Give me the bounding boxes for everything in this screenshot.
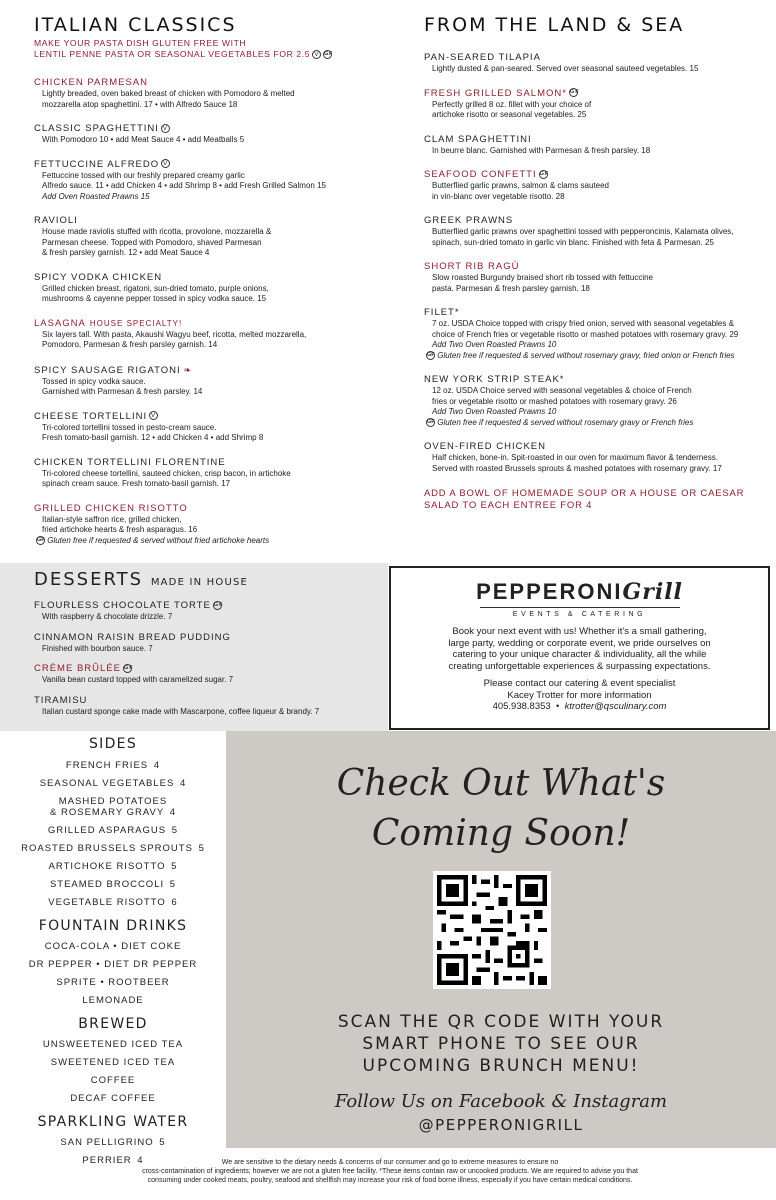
item-desc: in vin-blanc over vegetable risotto. 28 [432,191,565,201]
scan-line: SCAN THE QR CODE WITH YOUR [337,1012,665,1032]
item-name: SHORT RIB RAGÙ [424,261,520,272]
item-name-text: CHEESE TORTELLINI [34,410,148,422]
disclaimer-line: cross-contamination of ingredients; however we are not a gluten free facility. *These items contain raw or uncooked products. We are required to advise you that [142,1168,638,1175]
vegetarian-icon: V [312,50,321,59]
coming-soon-line2: Coming Soon! [371,813,631,854]
item-name: PAN-SEARED TILAPIA [424,52,541,63]
vegetarian-icon: V [162,124,169,132]
menu-item [34,663,384,686]
item-name-text: FRESH GRILLED SALMON* [424,87,567,99]
catering-text [391,626,768,672]
side-price: 4 [179,777,187,789]
item-name: NEW YORK STRIP STEAK* [424,374,565,385]
item-desc: Parmesan cheese. Topped with Pomodoro, shaved Parmesan [42,237,262,247]
desserts-subtitle: MADE IN HOUSE [150,577,249,588]
item-desc: Tossed in spicy vodka sauce. [42,376,146,386]
item-desc: With raspberry & chocolate drizzle. 7 [42,612,173,621]
logo-divider [480,607,680,608]
menu-item [34,123,394,146]
drink-item: SPRITE • ROOTBEER [56,977,170,988]
side-name: MASHED POTATOES [58,795,168,807]
side-item [0,879,226,891]
contact-line: Please contact our catering & event specialist [483,678,676,689]
side-item [0,778,226,790]
item-desc: 12 oz. USDA Choice served with seasonal vegetables & choice of French [432,386,692,395]
item-desc: Grilled chicken breast, rigatoni, sun-dried tomato, purple onions, [42,283,269,293]
sides-drinks-section [0,731,226,1167]
contact-line: Kacey Trotter for more information [507,689,652,701]
disclaimer-line: consuming under cooked meats, poultry, seafood and shellfish may increase your risk of food borne illness, especially if you have certain medical conditions. [147,1177,633,1184]
drink-item: UNSWEETENED ICED TEA [42,1039,184,1050]
item-desc: Tri-colored tortellini tossed in pesto-cream sauce. [42,422,217,432]
item-name: OVEN-FIRED CHICKEN [424,441,546,452]
side-price: 5 [171,861,178,872]
menu-item [34,364,394,398]
side-name: VEGETABLE RISOTTO [48,897,166,908]
scan-line: UPCOMING BRUNCH MENU! [362,1056,640,1076]
italian-classics-section [34,14,394,546]
menu-item [424,88,769,121]
side-item [0,796,226,819]
gluten-free-icon: GF [123,664,134,671]
menu-item [34,159,394,203]
drink-item: SWEETENED ICED TEA [50,1057,176,1068]
gluten-free-note [34,38,394,59]
item-name-text: CLASSIC SPAGHETTINI [34,123,159,134]
item-name [34,600,384,612]
social-handle[interactable]: @PEPPERONIGRILL [418,1116,584,1134]
item-name [34,123,394,135]
item-desc: Tri-colored cheese tortellini, sauteed chicken, crisp bacon, in artichoke [42,468,291,478]
side-price: 5 [169,879,177,890]
item-desc: Slow roasted Burgundy braised short rib tossed with fettuccine [432,273,654,282]
item-name: CINNAMON RAISIN BREAD PUDDING [34,631,231,643]
menu-item [34,272,394,305]
item-name [34,318,394,330]
sparkling-water-title: SPARKLING WATER [37,1113,189,1130]
item-desc: Vanilla bean custard topped with caramelized sugar. 7 [42,675,234,684]
drink-price: 5 [159,1137,166,1148]
item-desc: Pomodoro, Parmesan & fresh parsley garnish. 14 [42,340,218,349]
side-name: GRILLED ASPARAGUS [47,825,167,836]
drink-name: SAN PELLIGRINO [60,1137,154,1148]
item-name: CHICKEN TORTELLINI FLORENTINE [34,456,226,468]
item-name [34,364,394,377]
catering-box [389,566,770,730]
item-desc: Alfredo sauce. 11 • add Chicken 4 • add Shrimp 8 • add Fresh Grilled Salmon 15 [42,181,326,190]
item-desc: Fresh tomato-basil garnish. 12 • add Chicken 4 • add Shrimp 8 [42,433,264,442]
side-item [0,861,226,873]
item-name: CLAM SPAGHETTINI [424,133,532,145]
item-name: TIRAMISU [34,694,88,706]
menu-item [34,503,394,547]
disclaimer-line: We are sensitive to the dietary needs & concerns of our consumer and go to extreme measures to ensure no [221,1159,559,1166]
coming-soon-panel [226,731,776,1148]
desserts-title [34,569,384,590]
side-name: ROASTED BRUSSELS SPROUTS [21,843,193,854]
side-name: ARTICHOKE RISOTTO [48,861,166,872]
menu-item [34,411,394,444]
side-price: 4 [169,807,176,818]
side-name: FRENCH FRIES [65,759,149,771]
drink-name: PERRIER [82,1155,132,1166]
coming-soon-line1: Check Out What's [336,763,666,804]
menu-item [424,441,769,474]
gluten-free-icon: GF [213,601,224,608]
qr-code[interactable] [433,871,551,989]
desserts-section [0,563,388,731]
item-name [424,88,769,100]
italian-classics-title: ITALIAN CLASSICS [34,14,237,36]
item-desc: mushrooms & cayenne pepper tossed in spicy vodka sauce. 15 [42,294,267,303]
catering-line: Book your next event with us! Whether it's a small gathering, [452,626,707,637]
item-desc: Served with roasted Brussels sprouts & mashed potatoes with rosemary gravy. 17 [432,463,722,473]
item-desc: Garnished with Parmesan & fresh parsley. 14 [42,387,203,396]
catering-line: creating unforgettable experiences & surpassing expectations. [448,660,711,672]
item-desc: fries or vegetable risotto or mashed potatoes with rosemary gravy. 26 [432,396,677,406]
brewed-title: BREWED [78,1015,148,1032]
menu-item [34,695,384,718]
catering-contact: Please contact our catering & event specialist Kacey Trotter for more information 405.938.8353 • ktrotter@qsculinary.com [391,678,768,713]
item-desc: Fettuccine tossed with our freshly prepared creamy garlic [42,170,245,180]
item-desc: Italian-style saffron rice, grilled chicken, [42,514,182,524]
item-desc: pasta. Parmesan & fresh parsley garnish. 18 [432,283,590,293]
gluten-free-icon: GF [37,536,45,543]
item-name [34,411,394,423]
item-name: CHICKEN PARMESAN [34,77,149,88]
gluten-free-note: Gluten free if requested & served without fried artichoke hearts [47,535,270,545]
item-desc: Perfectly grilled 8 oz. fillet with your choice of [432,99,592,109]
gluten-free-note-line1: MAKE YOUR PASTA DISH GLUTEN FREE WITH [34,38,247,48]
item-name: RAVIOLI [34,215,78,226]
item-desc: choice of French fries or vegetable risotto or mashed potatoes with rosemary gravy. 29 [432,329,739,339]
menu-item [424,307,769,361]
side-price: 6 [171,897,178,908]
item-desc: House made raviolis stuffed with ricotta, provolone, mozzarella & [42,227,272,236]
item-desc: Six layers tall. With pasta, Akaushi Wagyu beef, ricotta, melted mozzarella, [42,329,307,339]
catering-phone[interactable]: 405.938.8353 [492,701,551,712]
item-name [34,159,394,171]
item-desc: spinach cream sauce. Fresh tomato-basil garnish. 17 [42,479,231,488]
pepper-icon: ❧ [183,364,193,375]
item-desc: Lightly dusted & pan-seared. Served over seasonal sauteed vegetables. 15 [432,64,699,73]
gluten-free-icon: GF [539,170,550,177]
pepperoni-grill-logo [391,580,768,604]
menu-item [34,215,394,259]
catering-email[interactable]: ktrotter@qsculinary.com [564,701,667,712]
item-addon: Add Oven Roasted Prawns 15 [42,191,150,201]
gluten-free-icon: GF [324,50,333,57]
item-desc: mozzarella atop spaghettini. 17 • with Alfredo Sauce 18 [42,99,238,109]
item-desc: spinach, sun-dried tomato in garlic vin blanc. Finished with feta & Parmesan. 25 [432,237,714,247]
menu-item [34,318,394,351]
item-desc: Butterflied garlic prawns over spaghettini tossed with pepperoncinis, Kalamata olives, [432,227,734,236]
item-name-text: LASAGNA [34,317,86,329]
gluten-free-note: Gluten free if requested & served without rosemary gravy or French fries [437,417,694,427]
side-price: 4 [153,759,161,771]
soup-salad-note [424,488,769,512]
menu-item [34,457,394,490]
item-name-text: FLOURLESS CHOCOLATE TORTE [34,600,211,611]
item-desc: & fresh parsley garnish. 12 • add Meat Sauce 4 [42,248,210,257]
item-name: GRILLED CHICKEN RISOTTO [34,502,188,514]
gluten-free-icon: GF [569,89,580,96]
item-desc: With Pomodoro 10 • add Meat Sauce 4 • add Meatballs 5 [42,135,245,144]
item-name-text: FETTUCCINE ALFREDO [34,158,160,170]
item-desc: 7 oz. USDA Choice topped with crispy fried onion, served with seasonal vegetables & [432,319,734,328]
drink-item: COCA-COLA • DIET COKE [44,941,182,952]
item-name-text: CRÈME BRÛLÉE [34,663,121,674]
gluten-free-note-line2: LENTIL PENNE PASTA OR SEASONAL VEGETABLES FOR 2.5 [34,48,311,59]
item-desc: Italian custard sponge cake made with Mascarpone, coffee liqueur & brandy. 7 [42,706,320,716]
item-addon: Add Two Oven Roasted Prawns 10 [432,340,557,349]
vegetarian-icon: V [150,412,157,420]
sides-title: SIDES [88,736,138,752]
coming-soon-heading [226,759,776,859]
logo-text-grill: Grill [622,579,683,605]
menu-item [424,374,769,428]
item-name: GREEK PRAWNS [424,215,514,226]
side-item [0,760,226,772]
vegetarian-icon: V [162,160,169,168]
allergen-disclaimer [70,1158,710,1185]
soup-note-line1: ADD A BOWL OF HOMEMADE SOUP OR A HOUSE OR CAESAR [424,488,745,499]
item-desc: Butterflied garlic prawns, salmon & clams sauteed [432,181,609,190]
menu-item [424,215,769,248]
item-name [424,169,769,181]
side-name-line2: & ROSEMARY GRAVY [50,807,165,818]
item-name: FILET* [424,307,460,318]
menu-item [424,134,769,157]
drink-item: DECAF COFFEE [70,1093,156,1104]
catering-line: catering to your unique character & individuality, all the while [452,649,707,660]
side-name: SEASONAL VEGETABLES [39,777,175,789]
gluten-free-icon: GF [427,351,435,358]
logo-subtitle: EVENTS & CATERING [512,611,647,618]
soup-note-line2: SALAD TO EACH ENTREE FOR 4 [424,500,593,511]
drink-item [0,1137,226,1149]
menu-item [424,52,769,75]
item-name-text: SEAFOOD CONFETTI [424,169,537,180]
logo-text-pepperoni: PEPPERONI [476,579,623,604]
menu-item [34,632,384,655]
qr-code-graphic [437,875,547,985]
item-desc: Finished with bourbon sauce. 7 [42,643,153,653]
gluten-free-note: Gluten free if requested & served without rosemary gravy, fried onion or French fries [437,350,735,360]
desserts-title-text: DESSERTS [34,569,144,590]
drink-item: DR PEPPER • DIET DR PEPPER [28,959,198,970]
drink-item: LEMONADE [82,995,144,1006]
house-specialty-badge: HOUSE SPECIALTY! [89,318,183,328]
item-desc: artichoke risotto or seasonal vegetables. 25 [432,110,587,119]
side-price: 5 [198,843,205,854]
menu-item [34,77,394,110]
item-desc: Lightly breaded, oven baked breast of chicken with Pomodoro & melted [42,89,295,98]
menu-item [424,261,769,294]
menu-item [424,169,769,202]
item-name [34,663,384,675]
gluten-free-icon: GF [427,418,435,425]
land-sea-title: FROM THE LAND & SEA [424,14,685,36]
side-item [0,897,226,909]
follow-us-text: Follow Us on Facebook & Instagram [334,1091,668,1112]
item-desc: In beurre blanc. Garnished with Parmesan & fresh parsley. 18 [432,145,651,155]
drink-price: 4 [137,1155,144,1166]
scan-line: SMART PHONE TO SEE OUR [362,1034,640,1054]
item-addon: Add Two Oven Roasted Prawns 10 [432,407,557,416]
drink-item: COFFEE [90,1075,136,1086]
item-name: SPICY VODKA CHICKEN [34,271,163,283]
menu-item [34,600,384,623]
item-desc: fried artichoke hearts & fresh asparagus. 16 [42,525,198,534]
catering-line: large party, wedding or corporate event, we pride ourselves on [448,637,711,649]
side-price: 5 [171,825,179,836]
land-sea-section [424,14,769,512]
side-item [0,843,226,855]
side-item [0,825,226,837]
scan-qr-instructions [226,1011,776,1077]
side-name: STEAMED BROCCOLI [49,879,165,890]
item-desc: Half chicken, bone-in. Spit-roasted in our oven for maximum flavor & tenderness. [432,453,718,462]
fountain-drinks-title: FOUNTAIN DRINKS [38,917,188,934]
item-name-text: SPICY SAUSAGE RIGATONI [34,364,181,376]
